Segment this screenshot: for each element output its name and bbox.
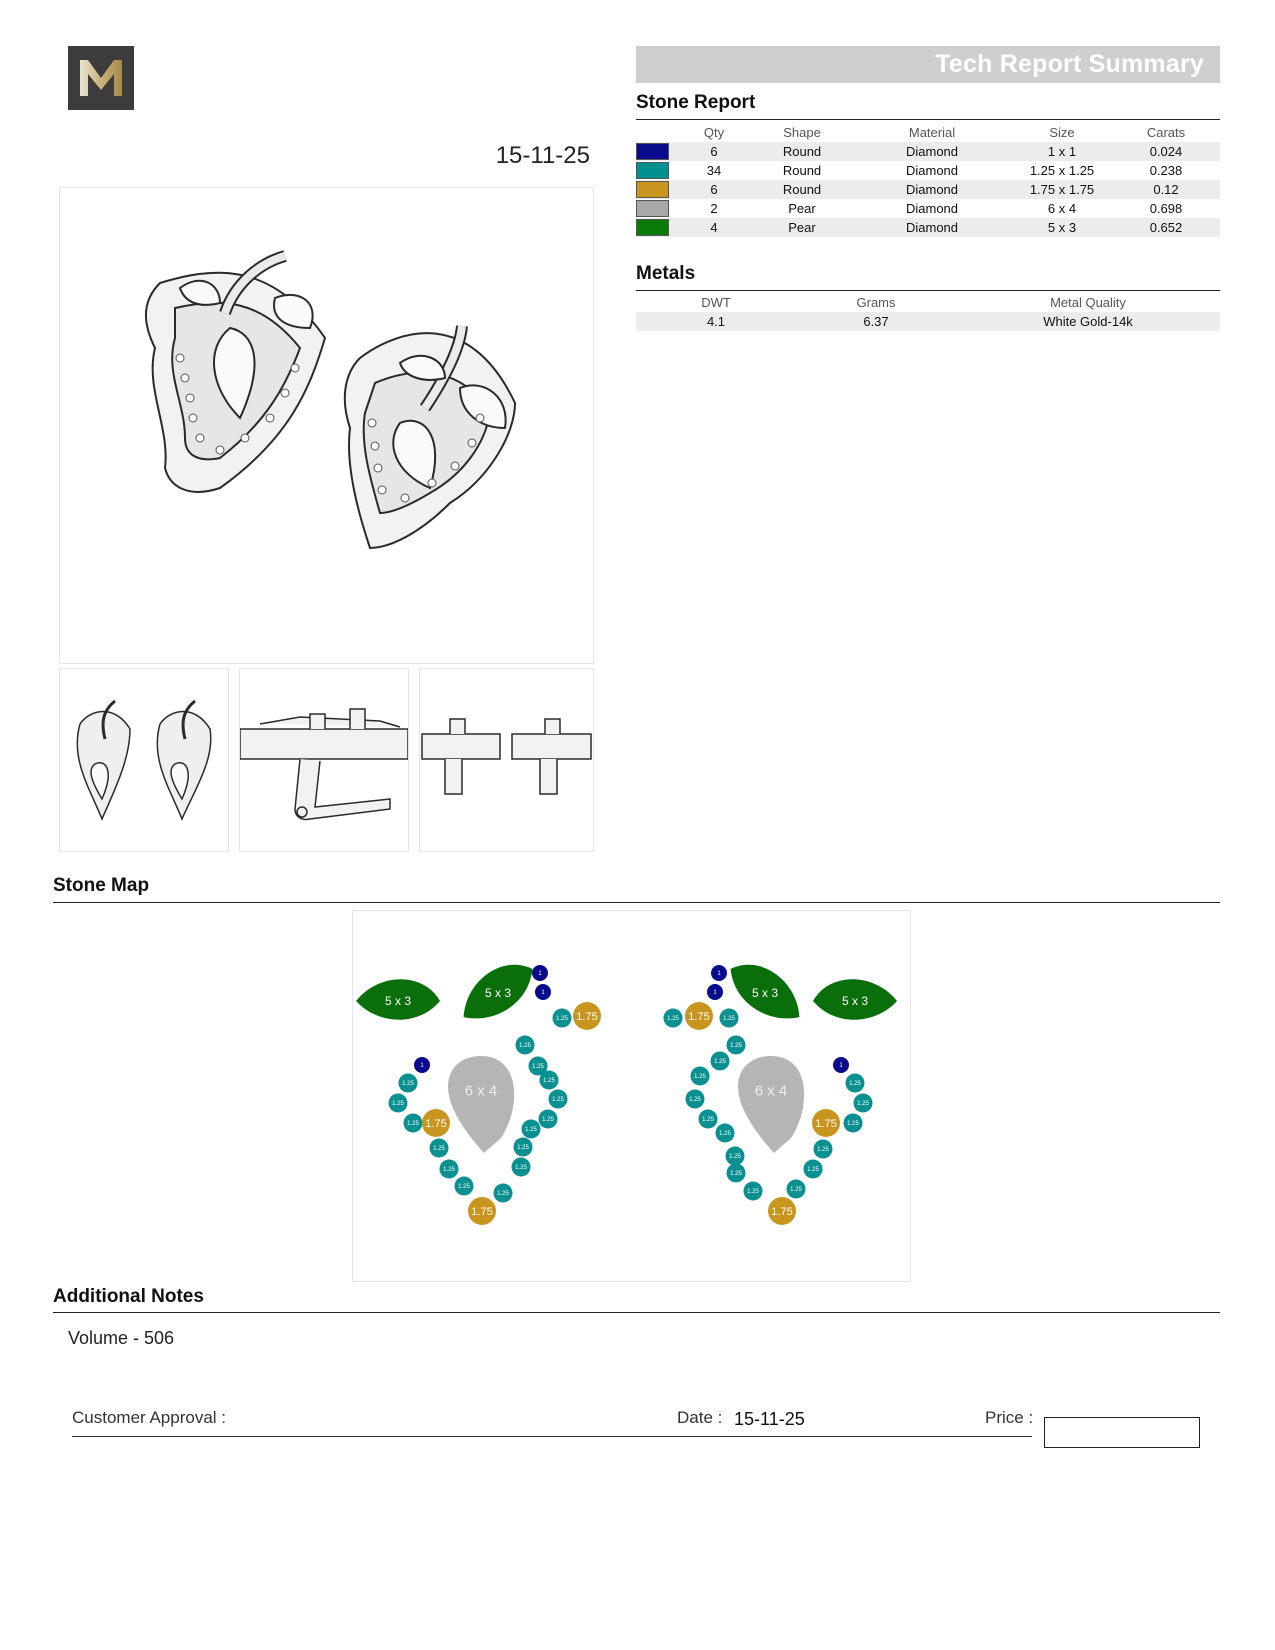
column-grams: Grams xyxy=(856,295,896,310)
stone-row xyxy=(636,180,1220,199)
teal-stone-label: 1.25 xyxy=(552,1097,564,1104)
pear-5x3-stone-label: 5 x 3 xyxy=(841,994,869,1009)
stone-row xyxy=(636,142,1220,161)
thumbnail-side-view xyxy=(239,668,409,852)
stone-carats: 0.652 xyxy=(1112,218,1220,237)
teal-stone-label: 1.25 xyxy=(433,1146,445,1153)
notes-text: Volume - 506 xyxy=(68,1328,175,1348)
teal-stone-label: 1.25 xyxy=(847,1121,859,1128)
gold-stone-label: 1.75 xyxy=(425,1117,447,1130)
company-logo xyxy=(68,46,134,110)
stone-row xyxy=(636,199,1220,218)
teal-stone-label: 1.25 xyxy=(542,1117,554,1124)
teal-stone-label: 1.25 xyxy=(730,1043,742,1050)
approval-signature-line xyxy=(72,1436,1032,1437)
stone-color-swatch xyxy=(636,181,669,198)
teal-stone-label: 1.25 xyxy=(857,1101,869,1108)
teal-stone-label: 1.25 xyxy=(517,1145,529,1152)
column-metal-quality: Metal Quality xyxy=(1050,295,1126,310)
stone-shape: Round xyxy=(752,142,852,161)
stone-material: Diamond xyxy=(905,201,959,216)
stone-size: 6 x 4 xyxy=(1047,201,1077,216)
report-title: Tech Report Summary xyxy=(935,50,1204,78)
teal-stone-label: 1.25 xyxy=(407,1121,419,1128)
stone-qty: 34 xyxy=(706,163,722,178)
thumbnail-profile-view xyxy=(419,668,594,852)
pear-6x4-stone-label: 6 x 4 xyxy=(464,1082,498,1100)
stone-size: 1.75 x 1.75 xyxy=(1012,180,1112,199)
report-date: 15-11-25 xyxy=(495,142,590,169)
approval-date-label: Date : xyxy=(677,1408,723,1427)
metals-table xyxy=(636,293,1220,331)
stone-qty: 6 xyxy=(676,180,752,199)
main-render-image xyxy=(59,187,594,664)
earrings-profile-view-icon xyxy=(420,669,593,851)
earring-side-view-icon xyxy=(240,669,408,851)
stone-color-swatch xyxy=(636,162,669,179)
stone-carats: 0.12 xyxy=(1112,180,1220,199)
column-carats: Carats xyxy=(1146,125,1186,140)
stone-size: 5 x 3 xyxy=(1012,218,1112,237)
metals-row xyxy=(636,312,1220,331)
additional-notes-heading: Additional Notes xyxy=(53,1286,204,1307)
additional-notes-rule xyxy=(53,1312,1220,1313)
teal-stone-label: 1.25 xyxy=(515,1165,527,1172)
teal-stone-label: 1.25 xyxy=(402,1081,414,1088)
stone-size: 1 x 1 xyxy=(1012,142,1112,161)
stone-map-heading: Stone Map xyxy=(53,875,150,896)
stone-qty: 4 xyxy=(676,218,752,237)
stone-report-rule xyxy=(636,119,1220,120)
teal-stone-label: 1.25 xyxy=(714,1059,726,1066)
blue-stone-label: 1 xyxy=(420,1063,424,1070)
stone-color-swatch xyxy=(636,143,669,160)
stone-material: Diamond xyxy=(852,142,1012,161)
stone-material: Diamond xyxy=(905,163,959,178)
customer-approval-label: Customer Approval : xyxy=(72,1408,227,1427)
teal-stone-label: 1.25 xyxy=(525,1127,537,1134)
column-shape: Shape xyxy=(783,125,821,140)
stone-shape: Round xyxy=(782,163,822,178)
teal-stone-label: 1.25 xyxy=(849,1081,861,1088)
stone-color-swatch xyxy=(636,200,669,217)
report-title-banner xyxy=(636,46,1220,83)
blue-stone-label: 1 xyxy=(839,1063,843,1070)
teal-stone-label: 1.25 xyxy=(532,1064,544,1071)
teal-stone-label: 1.25 xyxy=(497,1191,509,1198)
stone-carats: 0.698 xyxy=(1149,201,1183,216)
earrings-front-view-icon xyxy=(60,669,228,851)
metals-header-row xyxy=(636,293,1220,312)
teal-stone-label: 1.25 xyxy=(667,1016,679,1023)
blue-stone-label: 1 xyxy=(538,971,542,978)
pear-6x4-stone-mark xyxy=(448,1056,514,1153)
stone-size: 1.25 x 1.25 xyxy=(1029,163,1095,178)
stone-qty: 2 xyxy=(710,201,718,216)
teal-stone-label: 1.25 xyxy=(719,1131,731,1138)
blue-stone-label: 1 xyxy=(541,990,545,997)
logo-m-icon xyxy=(68,46,134,110)
teal-stone-label: 1.25 xyxy=(694,1074,706,1081)
stone-map-diagram xyxy=(353,911,910,1281)
pear-5x3-stone-label: 5 x 3 xyxy=(384,994,412,1009)
metal-quality: White Gold-14k xyxy=(956,312,1220,331)
gold-stone-label: 1.75 xyxy=(576,1010,598,1023)
teal-stone-label: 1.25 xyxy=(790,1187,802,1194)
price-input-box[interactable] xyxy=(1044,1417,1200,1448)
teal-stone-label: 1.25 xyxy=(443,1167,455,1174)
teal-stone-label: 1.25 xyxy=(543,1078,555,1085)
teal-stone-label: 1.25 xyxy=(747,1189,759,1196)
stone-material: Diamond xyxy=(852,218,1012,237)
teal-stone-label: 1.25 xyxy=(729,1154,741,1161)
stone-report-heading: Stone Report xyxy=(636,92,756,113)
stone-row xyxy=(636,218,1220,237)
pear-5x3-stone-label: 5 x 3 xyxy=(484,986,512,1001)
pear-5x3-stone-label: 5 x 3 xyxy=(751,986,779,1001)
stone-qty: 6 xyxy=(676,142,752,161)
teal-stone-label: 1.25 xyxy=(807,1167,819,1174)
stone-map-panel xyxy=(352,910,911,1282)
teal-stone-label: 1.25 xyxy=(817,1147,829,1154)
gold-stone-label: 1.75 xyxy=(815,1117,837,1130)
thumbnail-front-view xyxy=(59,668,229,852)
gold-stone-label: 1.75 xyxy=(771,1205,793,1218)
stone-map-rule xyxy=(53,902,1220,903)
blue-stone-label: 1 xyxy=(713,990,717,997)
column-material: Material xyxy=(908,125,956,140)
teal-stone-label: 1.25 xyxy=(458,1184,470,1191)
price-label: Price : xyxy=(985,1408,1034,1427)
teal-stone-label: 1.25 xyxy=(689,1097,701,1104)
teal-stone-label: 1.25 xyxy=(392,1101,404,1108)
metal-grams: 6.37 xyxy=(796,312,956,331)
column-color xyxy=(636,123,676,142)
pear-6x4-stone-label: 6 x 4 xyxy=(754,1082,788,1100)
teal-stone-label: 1.25 xyxy=(519,1043,531,1050)
stone-carats: 0.238 xyxy=(1149,163,1183,178)
stone-shape: Pear xyxy=(788,201,816,216)
stone-row xyxy=(636,161,1220,180)
column-size: Size xyxy=(1049,125,1075,140)
approval-date-value: 15-11-25 xyxy=(734,1409,805,1429)
stone-material: Diamond xyxy=(852,180,1012,199)
blue-stone-label: 1 xyxy=(717,971,721,978)
stone-carats: 0.024 xyxy=(1112,142,1220,161)
metals-rule xyxy=(636,290,1220,291)
metals-heading: Metals xyxy=(636,263,696,284)
earrings-render-icon xyxy=(60,188,593,663)
stone-shape: Round xyxy=(752,180,852,199)
stone-report-header-row xyxy=(636,123,1220,142)
column-qty: Qty xyxy=(703,125,725,140)
stone-color-swatch xyxy=(636,219,669,236)
teal-stone-label: 1.25 xyxy=(730,1171,742,1178)
gold-stone-label: 1.75 xyxy=(471,1205,493,1218)
pear-6x4-stone-mark xyxy=(738,1056,804,1153)
stone-report-table xyxy=(636,123,1220,237)
column-dwt: DWT xyxy=(701,295,731,310)
teal-stone-label: 1.25 xyxy=(702,1117,714,1124)
metal-dwt: 4.1 xyxy=(636,312,796,331)
stone-shape: Pear xyxy=(752,218,852,237)
teal-stone-label: 1.25 xyxy=(723,1016,735,1023)
gold-stone-label: 1.75 xyxy=(688,1010,710,1023)
teal-stone-label: 1.25 xyxy=(556,1016,568,1023)
